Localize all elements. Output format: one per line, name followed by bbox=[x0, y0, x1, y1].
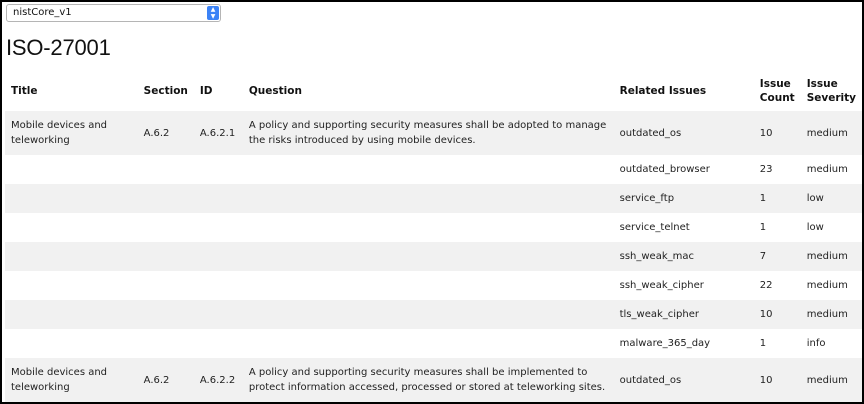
cell-related-issue: outdated_os bbox=[619, 127, 682, 139]
cell-section bbox=[138, 271, 194, 300]
cell-section bbox=[138, 242, 194, 271]
cell-issue-severity: medium bbox=[806, 374, 848, 386]
table-row bbox=[5, 329, 862, 358]
page-title: ISO-27001 bbox=[6, 35, 111, 60]
cell-title: Mobile devices and teleworking bbox=[11, 367, 108, 393]
cell-title bbox=[5, 213, 138, 242]
cell-issue-severity: low bbox=[806, 193, 824, 204]
cell-issue-count: 7 bbox=[759, 251, 767, 262]
cell-title bbox=[5, 300, 138, 329]
cell-issue-count: 1 bbox=[759, 338, 767, 349]
table-row bbox=[5, 111, 862, 155]
cell-issue-severity: medium bbox=[806, 127, 848, 139]
table-row bbox=[5, 155, 862, 184]
cell-related-issue: ssh_weak_mac bbox=[619, 251, 694, 262]
cell-title bbox=[5, 155, 138, 184]
table-row bbox=[5, 358, 862, 402]
col-header-issue-count[interactable]: Issue Count bbox=[759, 78, 795, 104]
controls-table bbox=[5, 71, 862, 402]
framework-select-value: nistCore_v1 bbox=[13, 7, 72, 18]
cell-issue-severity: medium bbox=[806, 280, 848, 291]
cell-section: A.6.2 bbox=[143, 374, 170, 386]
cell-section bbox=[138, 213, 194, 242]
cell-related-issue: service_telnet bbox=[619, 222, 690, 233]
col-header-section[interactable]: Section bbox=[143, 85, 188, 97]
col-header-issue-severity[interactable]: Issue Severity bbox=[806, 78, 857, 104]
page bbox=[2, 2, 862, 402]
cell-issue-severity: low bbox=[806, 222, 824, 233]
col-header-question[interactable]: Question bbox=[248, 85, 302, 97]
cell-issue-severity: medium bbox=[806, 164, 848, 175]
cell-related-issue: outdated_browser bbox=[619, 164, 710, 175]
framework-select[interactable] bbox=[6, 4, 221, 22]
cell-question bbox=[243, 213, 614, 242]
cell-question bbox=[243, 242, 614, 271]
cell-question: A policy and supporting security measures shall be implemented to protect information accessed, processed or stored at teleworking sites. bbox=[248, 367, 606, 393]
table-row bbox=[5, 184, 862, 213]
cell-related-issue: tls_weak_cipher bbox=[619, 309, 699, 320]
cell-question: A policy and supporting security measures shall be adopted to manage the risks introduced by using mobile devices. bbox=[248, 120, 607, 146]
table-row bbox=[5, 271, 862, 300]
cell-title bbox=[5, 242, 138, 271]
cell-question bbox=[243, 155, 614, 184]
cell-question bbox=[243, 329, 614, 358]
cell-issue-count: 1 bbox=[759, 193, 767, 204]
cell-question bbox=[243, 184, 614, 213]
cell-section bbox=[138, 300, 194, 329]
cell-issue-count: 23 bbox=[759, 164, 773, 175]
cell-related-issue: outdated_os bbox=[619, 374, 682, 386]
cell-issue-severity: info bbox=[806, 338, 826, 349]
cell-issue-count: 10 bbox=[759, 127, 773, 139]
cell-section: A.6.2 bbox=[143, 127, 170, 139]
table-row bbox=[5, 213, 862, 242]
table-row bbox=[5, 300, 862, 329]
table-row bbox=[5, 242, 862, 271]
col-header-related-issues[interactable]: Related Issues bbox=[619, 85, 707, 97]
cell-title bbox=[5, 271, 138, 300]
cell-id: A.6.2.2 bbox=[199, 374, 236, 386]
col-header-title[interactable]: Title bbox=[11, 85, 38, 97]
cell-id bbox=[194, 213, 243, 242]
cell-section bbox=[138, 155, 194, 184]
cell-related-issue: malware_365_day bbox=[619, 338, 711, 349]
cell-id bbox=[194, 271, 243, 300]
table-body bbox=[5, 111, 862, 402]
select-arrows-icon[interactable]: ▲ ▼ bbox=[207, 6, 219, 20]
cell-issue-severity: medium bbox=[806, 309, 848, 320]
cell-id bbox=[194, 329, 243, 358]
cell-section bbox=[138, 184, 194, 213]
cell-title bbox=[5, 329, 138, 358]
cell-issue-count: 10 bbox=[759, 309, 773, 320]
table-header-row bbox=[5, 71, 862, 111]
cell-id bbox=[194, 184, 243, 213]
cell-section bbox=[138, 329, 194, 358]
cell-id bbox=[194, 242, 243, 271]
cell-issue-count: 22 bbox=[759, 280, 773, 291]
cell-title: Mobile devices and teleworking bbox=[11, 120, 108, 146]
cell-id bbox=[194, 155, 243, 184]
cell-issue-count: 10 bbox=[759, 374, 773, 386]
cell-title bbox=[5, 184, 138, 213]
cell-related-issue: service_ftp bbox=[619, 193, 675, 204]
cell-question bbox=[243, 271, 614, 300]
cell-related-issue: ssh_weak_cipher bbox=[619, 280, 704, 291]
cell-id: A.6.2.1 bbox=[199, 127, 236, 139]
cell-issue-severity: medium bbox=[806, 251, 848, 262]
col-header-id[interactable]: ID bbox=[199, 85, 213, 97]
cell-question bbox=[243, 300, 614, 329]
cell-id bbox=[194, 300, 243, 329]
cell-issue-count: 1 bbox=[759, 222, 767, 233]
